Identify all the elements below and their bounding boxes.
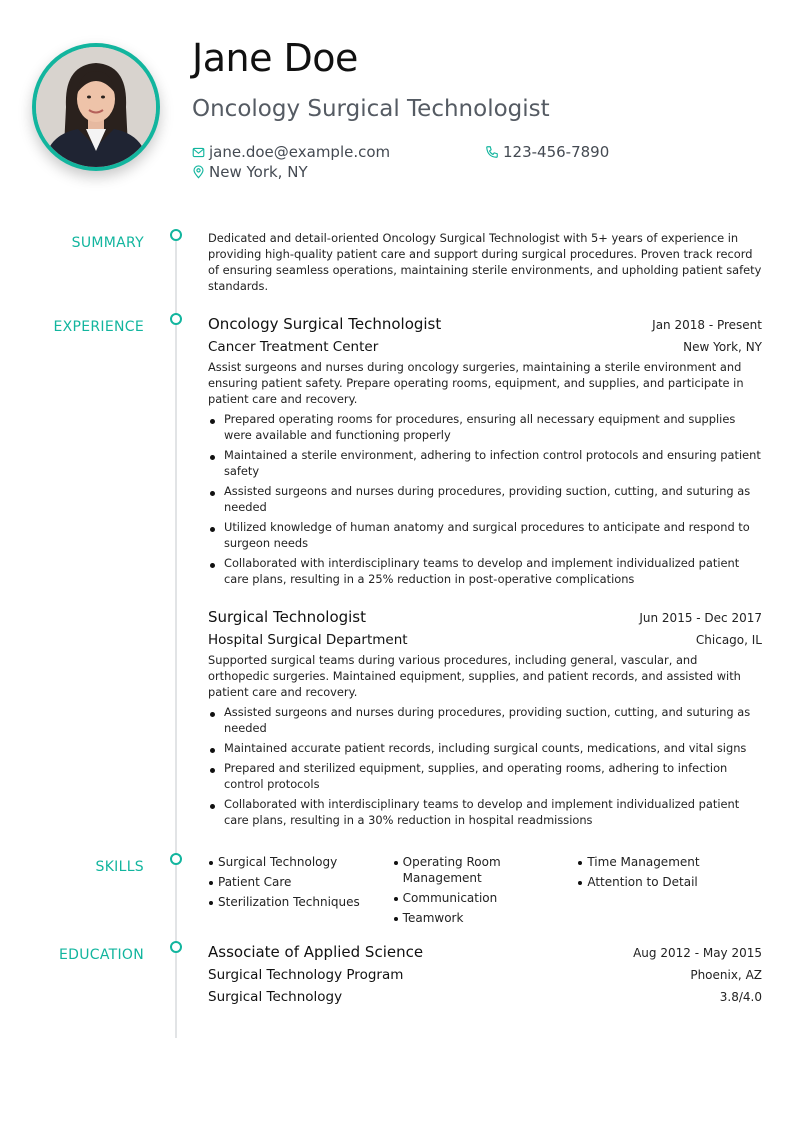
experience-entry bbox=[208, 315, 762, 591]
list-item: Prepared and sterilized equipment, supplies, and operating rooms, adhering to infection control protocols bbox=[208, 760, 762, 792]
skills-section bbox=[208, 854, 762, 930]
job-bullets bbox=[208, 411, 762, 587]
section-label-summary: SUMMARY bbox=[71, 235, 144, 251]
education-field: Surgical Technology bbox=[208, 989, 343, 1005]
list-item: Collaborated with interdisciplinary teams to develop and implement individualized patient care plans, resulting in a 25% reduction in post-operative complications bbox=[208, 555, 762, 587]
contact-email[interactable] bbox=[192, 143, 390, 161]
skill-item: Sterilization Techniques bbox=[208, 894, 393, 910]
degree-title: Associate of Applied Science bbox=[208, 943, 424, 961]
skill-item: Operating Room Management bbox=[393, 854, 578, 886]
list-item: Collaborated with interdisciplinary teams to develop and implement individualized patient care plans, resulting in a 30% reduction in hospital readmissions bbox=[208, 796, 762, 828]
skill-item: Communication bbox=[393, 890, 578, 906]
timeline-dot-skills bbox=[170, 853, 182, 865]
candidate-name: Jane Doe bbox=[192, 36, 358, 80]
location-pin-icon bbox=[192, 165, 205, 179]
job-description: Assist surgeons and nurses during oncology surgeries, maintaining a sterile environment and ensuring patient safety. Prepare operating rooms, equipment, and supplies, and participate in patient care and recovery. bbox=[208, 360, 744, 406]
timeline-dot-education bbox=[170, 941, 182, 953]
profile-photo bbox=[36, 47, 156, 167]
timeline-dot-summary bbox=[170, 229, 182, 241]
education-program: Surgical Technology Program bbox=[208, 967, 404, 983]
summary-text: Dedicated and detail-oriented Oncology Surgical Technologist with 5+ years of experience in providing high-quality patient care and support during surgical procedures. Proven track record of ensuring seamless operations, maintaining sterile environments, and upholding patient safety standards. bbox=[208, 231, 762, 293]
skills-column bbox=[577, 854, 762, 930]
list-item: Assisted surgeons and nurses during procedures, providing suction, cutting, and suturing as needed bbox=[208, 704, 762, 736]
job-description: Supported surgical teams during various procedures, including general, vascular, and orthopedic surgeries. Maintained equipment, supplies, and patient records, and assisted with patient care and recovery. bbox=[208, 653, 741, 699]
skill-item: Attention to Detail bbox=[577, 874, 762, 890]
section-label-experience: EXPERIENCE bbox=[53, 319, 144, 335]
skill-item: Time Management bbox=[577, 854, 762, 870]
job-organization: Hospital Surgical Department bbox=[208, 632, 408, 648]
list-item: Prepared operating rooms for procedures, ensuring all necessary equipment and supplies were available and functioning properly bbox=[208, 411, 762, 443]
education-section bbox=[208, 943, 762, 1011]
skills-column bbox=[393, 854, 578, 930]
job-title: Oncology Surgical Technologist bbox=[208, 315, 442, 333]
timeline-dot-experience bbox=[170, 313, 182, 325]
contact-phone[interactable] bbox=[485, 143, 609, 161]
section-label-education: EDUCATION bbox=[58, 947, 144, 963]
job-location: New York, NY bbox=[683, 340, 762, 354]
section-label-skills: SKILLS bbox=[95, 859, 144, 875]
job-organization: Cancer Treatment Center bbox=[208, 339, 379, 355]
education-location: Phoenix, AZ bbox=[690, 968, 762, 982]
candidate-title: Oncology Surgical Technologist bbox=[192, 96, 550, 122]
job-location: Chicago, IL bbox=[695, 633, 762, 647]
mail-icon bbox=[192, 146, 205, 159]
job-dates: Jan 2018 - Present bbox=[652, 318, 762, 332]
email-text: jane.doe@example.com bbox=[209, 143, 391, 161]
job-title: Surgical Technologist bbox=[208, 608, 367, 626]
skills-column bbox=[208, 854, 393, 930]
phone-text: 123-456-7890 bbox=[503, 143, 610, 161]
job-bullets bbox=[208, 704, 762, 828]
education-dates: Aug 2012 - May 2015 bbox=[633, 946, 762, 960]
contact-location bbox=[192, 163, 308, 181]
summary-section bbox=[208, 230, 762, 294]
timeline-line bbox=[175, 236, 177, 1038]
skill-item: Patient Care bbox=[208, 874, 393, 890]
education-gpa: 3.8/4.0 bbox=[719, 990, 762, 1004]
job-dates: Jun 2015 - Dec 2017 bbox=[639, 611, 762, 625]
list-item: Maintained accurate patient records, including surgical counts, medications, and vital signs bbox=[208, 740, 762, 756]
experience-entry bbox=[208, 608, 762, 832]
skill-item: Teamwork bbox=[393, 910, 578, 926]
list-item: Maintained a sterile environment, adhering to infection control protocols and ensuring patient safety bbox=[208, 447, 762, 479]
list-item: Assisted surgeons and nurses during procedures, providing suction, cutting, and suturing as needed bbox=[208, 483, 762, 515]
list-item: Utilized knowledge of human anatomy and surgical procedures to anticipate and respond to surgeon needs bbox=[208, 519, 762, 551]
location-text: New York, NY bbox=[209, 163, 308, 181]
skill-item: Surgical Technology bbox=[208, 854, 393, 870]
phone-icon bbox=[485, 145, 499, 159]
profile-photo-frame bbox=[32, 43, 160, 171]
